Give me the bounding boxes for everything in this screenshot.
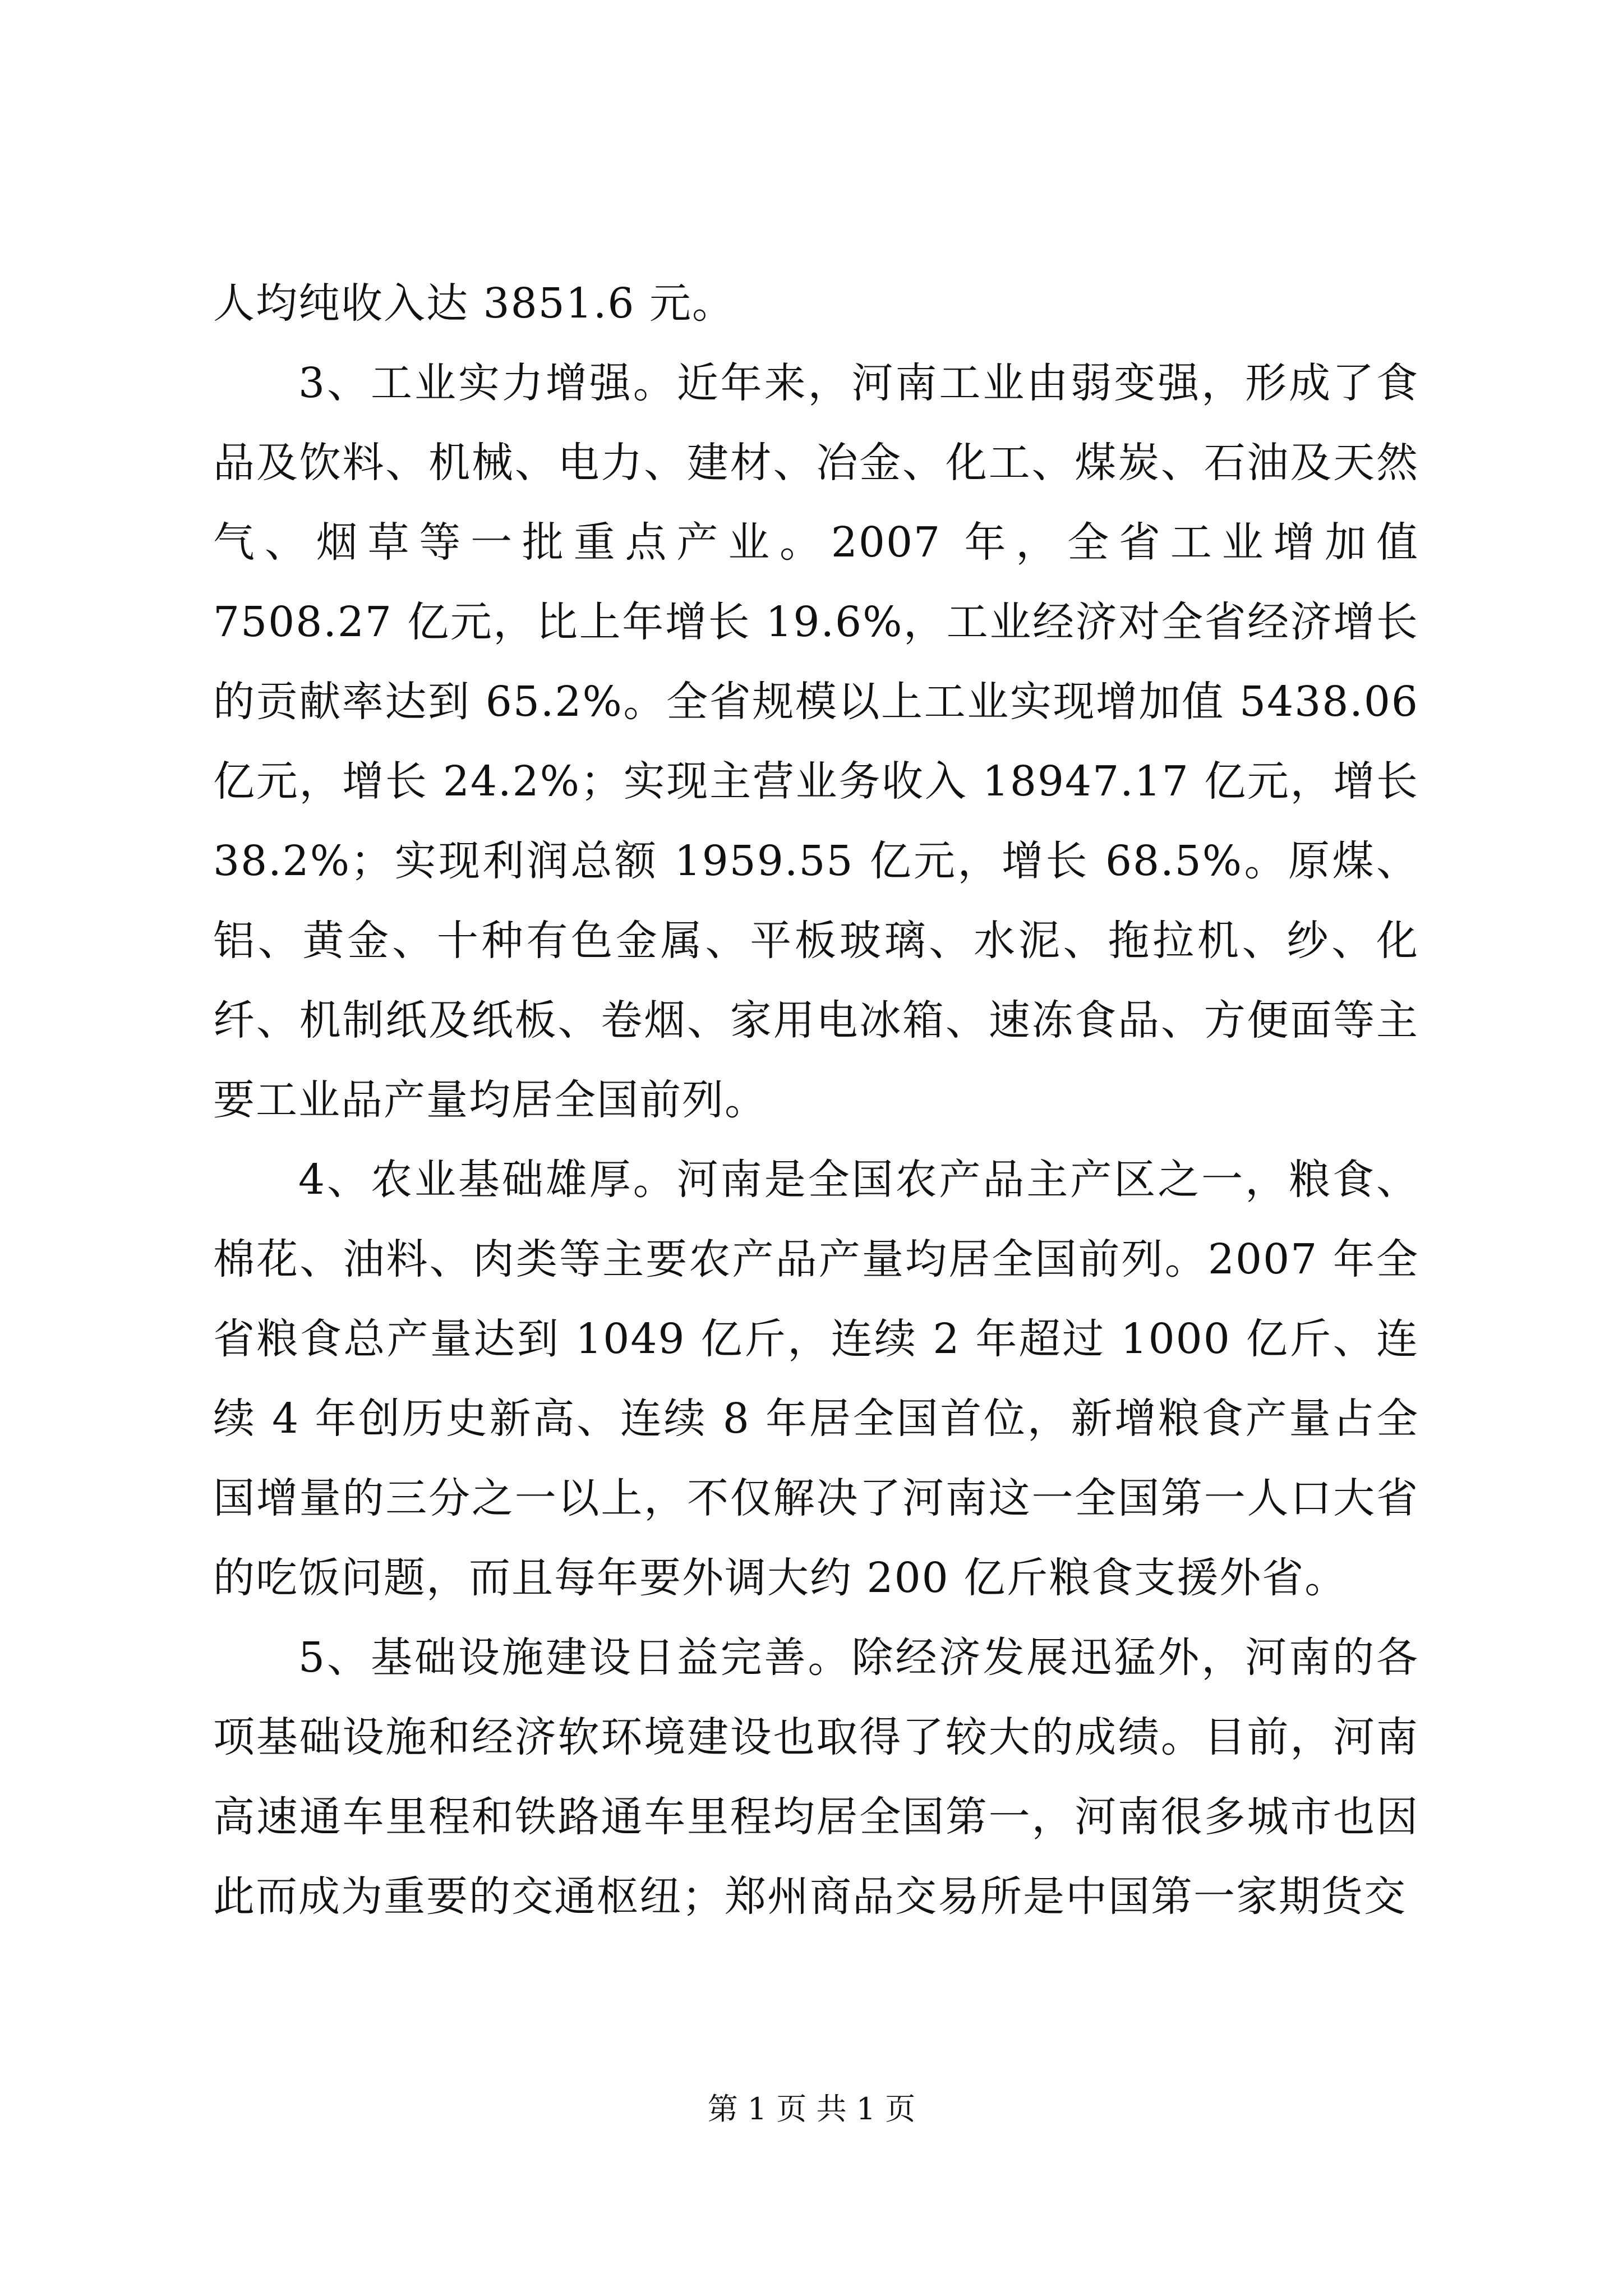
paragraph-industry: 3、工业实力增强。近年来，河南工业由弱变强，形成了食品及饮料、机械、电力、建材、冶金、化工、煤炭、石油及天然气、烟草等一批重点产业。2007 年，全省工业增加值 7508.27 亿元，比上年增长 19.6%，工业经济对全省经济增长的贡献率达到 65.2%。全省规模以上工业实现增加值 5438.06 亿元，增长 24.2%；实现主营业务收入 18947.17 亿元，增长 38.2%；实现利润总额 1959.55 亿元，增长 68.5%。原煤、铝、黄金、十种有色金属、平板玻璃、水泥、拖拉机、纱、化纤、机制纸及纸板、卷烟、家用电冰箱、速冻食品、方便面等主要工业品产量均居全国前列。 — [213, 359, 1419, 1124]
paragraph-continuation: 人均纯收入达 3851.6 元。 — [213, 279, 735, 328]
page-footer: 第 1 页 共 1 页 — [707, 2091, 916, 2127]
document-body — [213, 264, 1419, 1936]
paragraph-infrastructure: 5、基础设施建设日益完善。除经济发展迅猛外，河南的各项基础设施和经济软环境建设也取得了较大的成绩。目前，河南高速通车里程和铁路通车里程均居全国第一，河南很多城市也因此而成为重要的交通枢纽；郑州商品交易所是中国第一家期货交 — [213, 1634, 1419, 1921]
paragraph-agriculture: 4、农业基础雄厚。河南是全国农产品主产区之一，粮食、棉花、油料、肉类等主要农产品产量均居全国前列。2007 年全省粮食总产量达到 1049 亿斤，连续 2 年超过 1000 亿斤、连续 4 年创历史新高、连续 8 年居全国首位，新增粮食产量占全国增量的三分之一以上，不仅解决了河南这一全国第一人口大省的吃饭问题，而且每年要外调大约 200 亿斤粮食支援外省。 — [213, 1156, 1419, 1602]
